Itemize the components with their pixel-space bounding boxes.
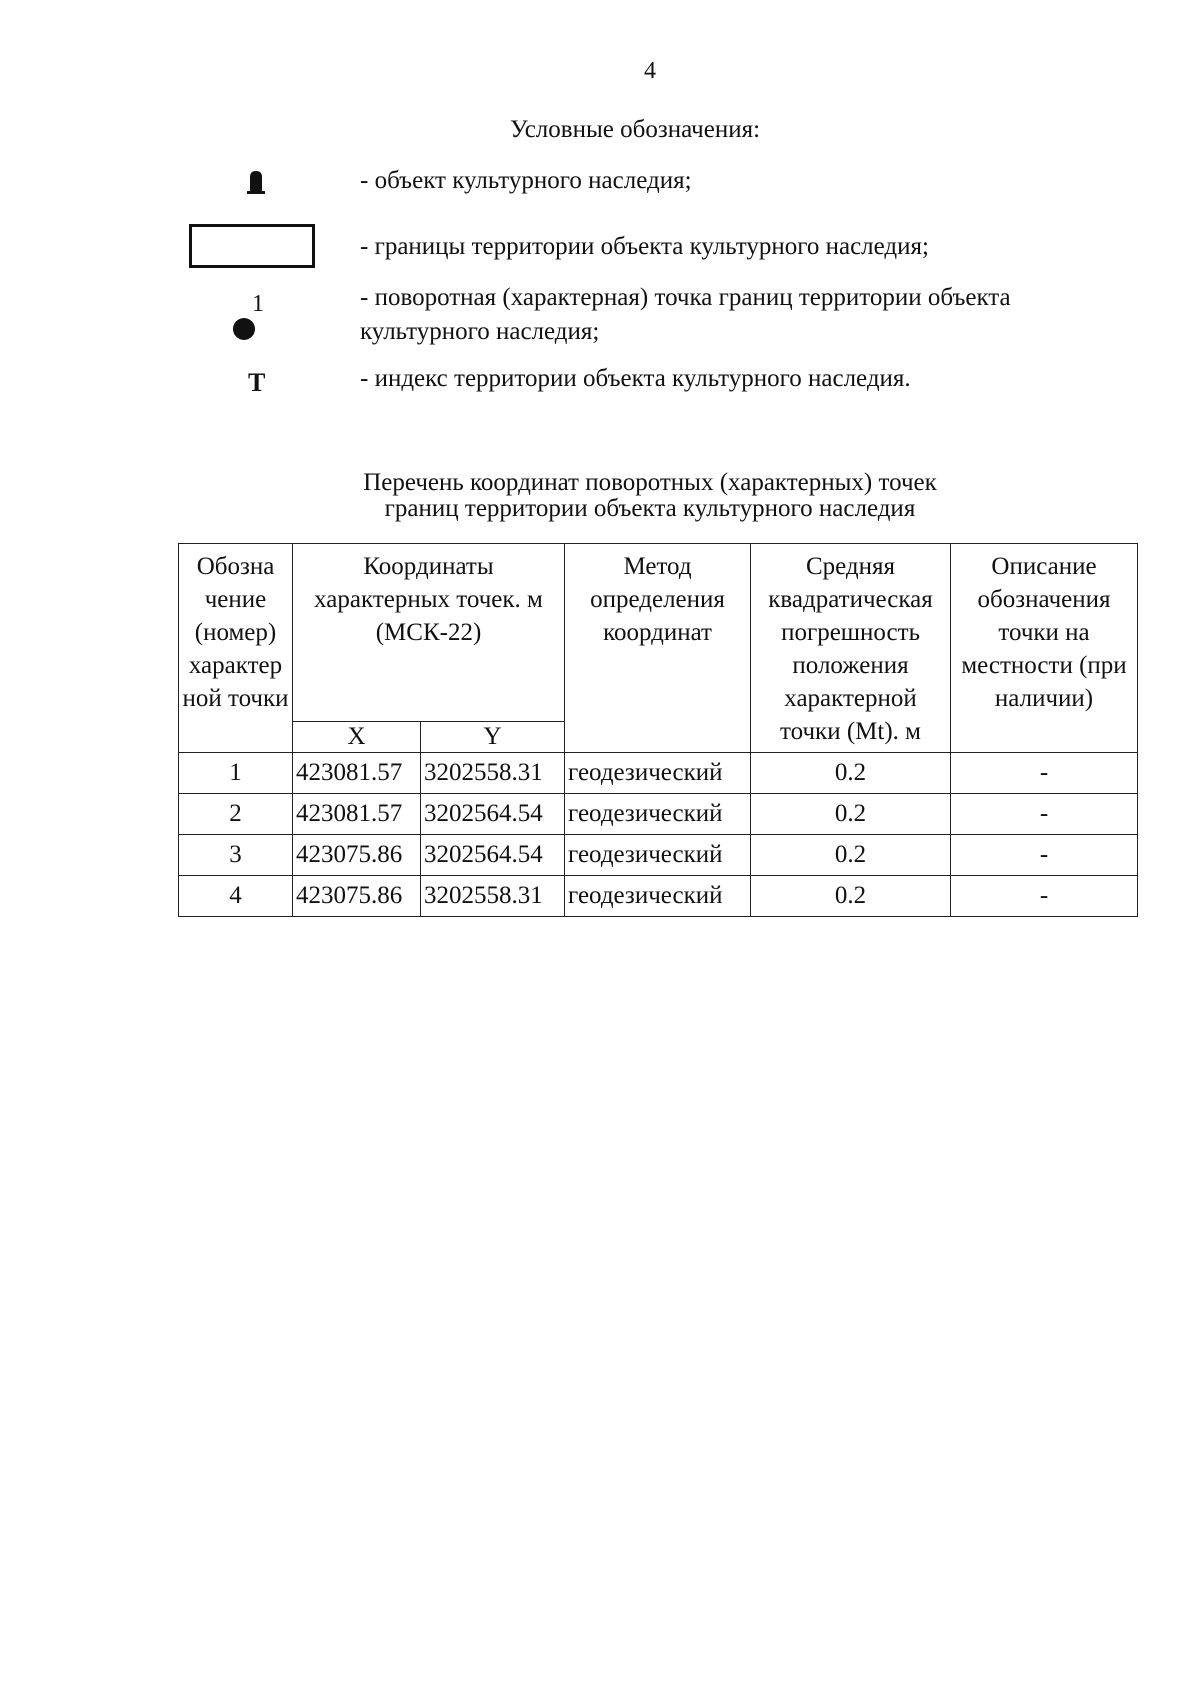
legend-item-boundary-text: - границы территории объекта культурного наследия; <box>360 233 929 260</box>
cell-error: 0.2 <box>751 876 951 917</box>
table-row <box>179 835 1138 876</box>
cell-description: - <box>951 794 1138 835</box>
cell-x: 423081.57 <box>293 794 421 835</box>
table-row <box>179 794 1138 835</box>
legend-item-point-text: - поворотная (характерная) точка границ территории объекта культурного наследия; <box>360 284 1011 345</box>
cell-method: геодезический <box>565 753 751 794</box>
header-error: Средняя квадратическая погрешность положения характерной точки (Mt). м <box>751 544 951 753</box>
header-x: X <box>293 722 421 753</box>
table-caption <box>0 470 1200 522</box>
cell-error: 0.2 <box>751 835 951 876</box>
cell-method: геодезический <box>565 794 751 835</box>
cell-error: 0.2 <box>751 794 951 835</box>
cell-number: 4 <box>179 876 293 917</box>
caption-line-2: границ территории объекта культурного наследия <box>384 495 916 522</box>
header-description: Описание обозначения точки на местности (при наличии) <box>951 544 1138 753</box>
cell-y: 3202558.31 <box>421 753 565 794</box>
cell-y: 3202564.54 <box>421 794 565 835</box>
cell-number: 2 <box>179 794 293 835</box>
legend-item-object-text: - объект культурного наследия; <box>360 167 692 194</box>
cell-y: 3202558.31 <box>421 876 565 917</box>
caption-line-1: Перечень координат поворотных (характерных) точек <box>363 469 937 496</box>
cell-method: геодезический <box>565 835 751 876</box>
header-y: Y <box>421 722 565 753</box>
cell-description: - <box>951 835 1138 876</box>
index-letter-icon: Т <box>248 368 266 397</box>
legend-item-index-text: - индекс территории объекта культурного наследия. <box>360 365 911 392</box>
coordinates-table <box>178 543 1138 917</box>
boundary-rectangle-icon <box>189 224 315 268</box>
cell-description: - <box>951 753 1138 794</box>
cell-x: 423081.57 <box>293 753 421 794</box>
cell-y: 3202564.54 <box>421 835 565 876</box>
header-method: Метод определения координат <box>565 544 751 753</box>
page-number: 4 <box>644 58 656 84</box>
cell-number: 3 <box>179 835 293 876</box>
header-coordinates: Координаты характерных точек. м (МСК-22) <box>293 544 565 722</box>
cell-description: - <box>951 876 1138 917</box>
header-designation: Обозна чение (номер) характер ной точки <box>179 544 293 753</box>
cell-x: 423075.86 <box>293 876 421 917</box>
cell-x: 423075.86 <box>293 835 421 876</box>
point-marker-icon <box>232 291 272 341</box>
table-row <box>179 753 1138 794</box>
legend-title: Условные обозначения: <box>510 116 761 143</box>
point-marker-label: 1 <box>252 291 264 317</box>
cell-error: 0.2 <box>751 753 951 794</box>
cell-number: 1 <box>179 753 293 794</box>
monument-icon <box>247 170 265 194</box>
table-row <box>179 876 1138 917</box>
cell-method: геодезический <box>565 876 751 917</box>
